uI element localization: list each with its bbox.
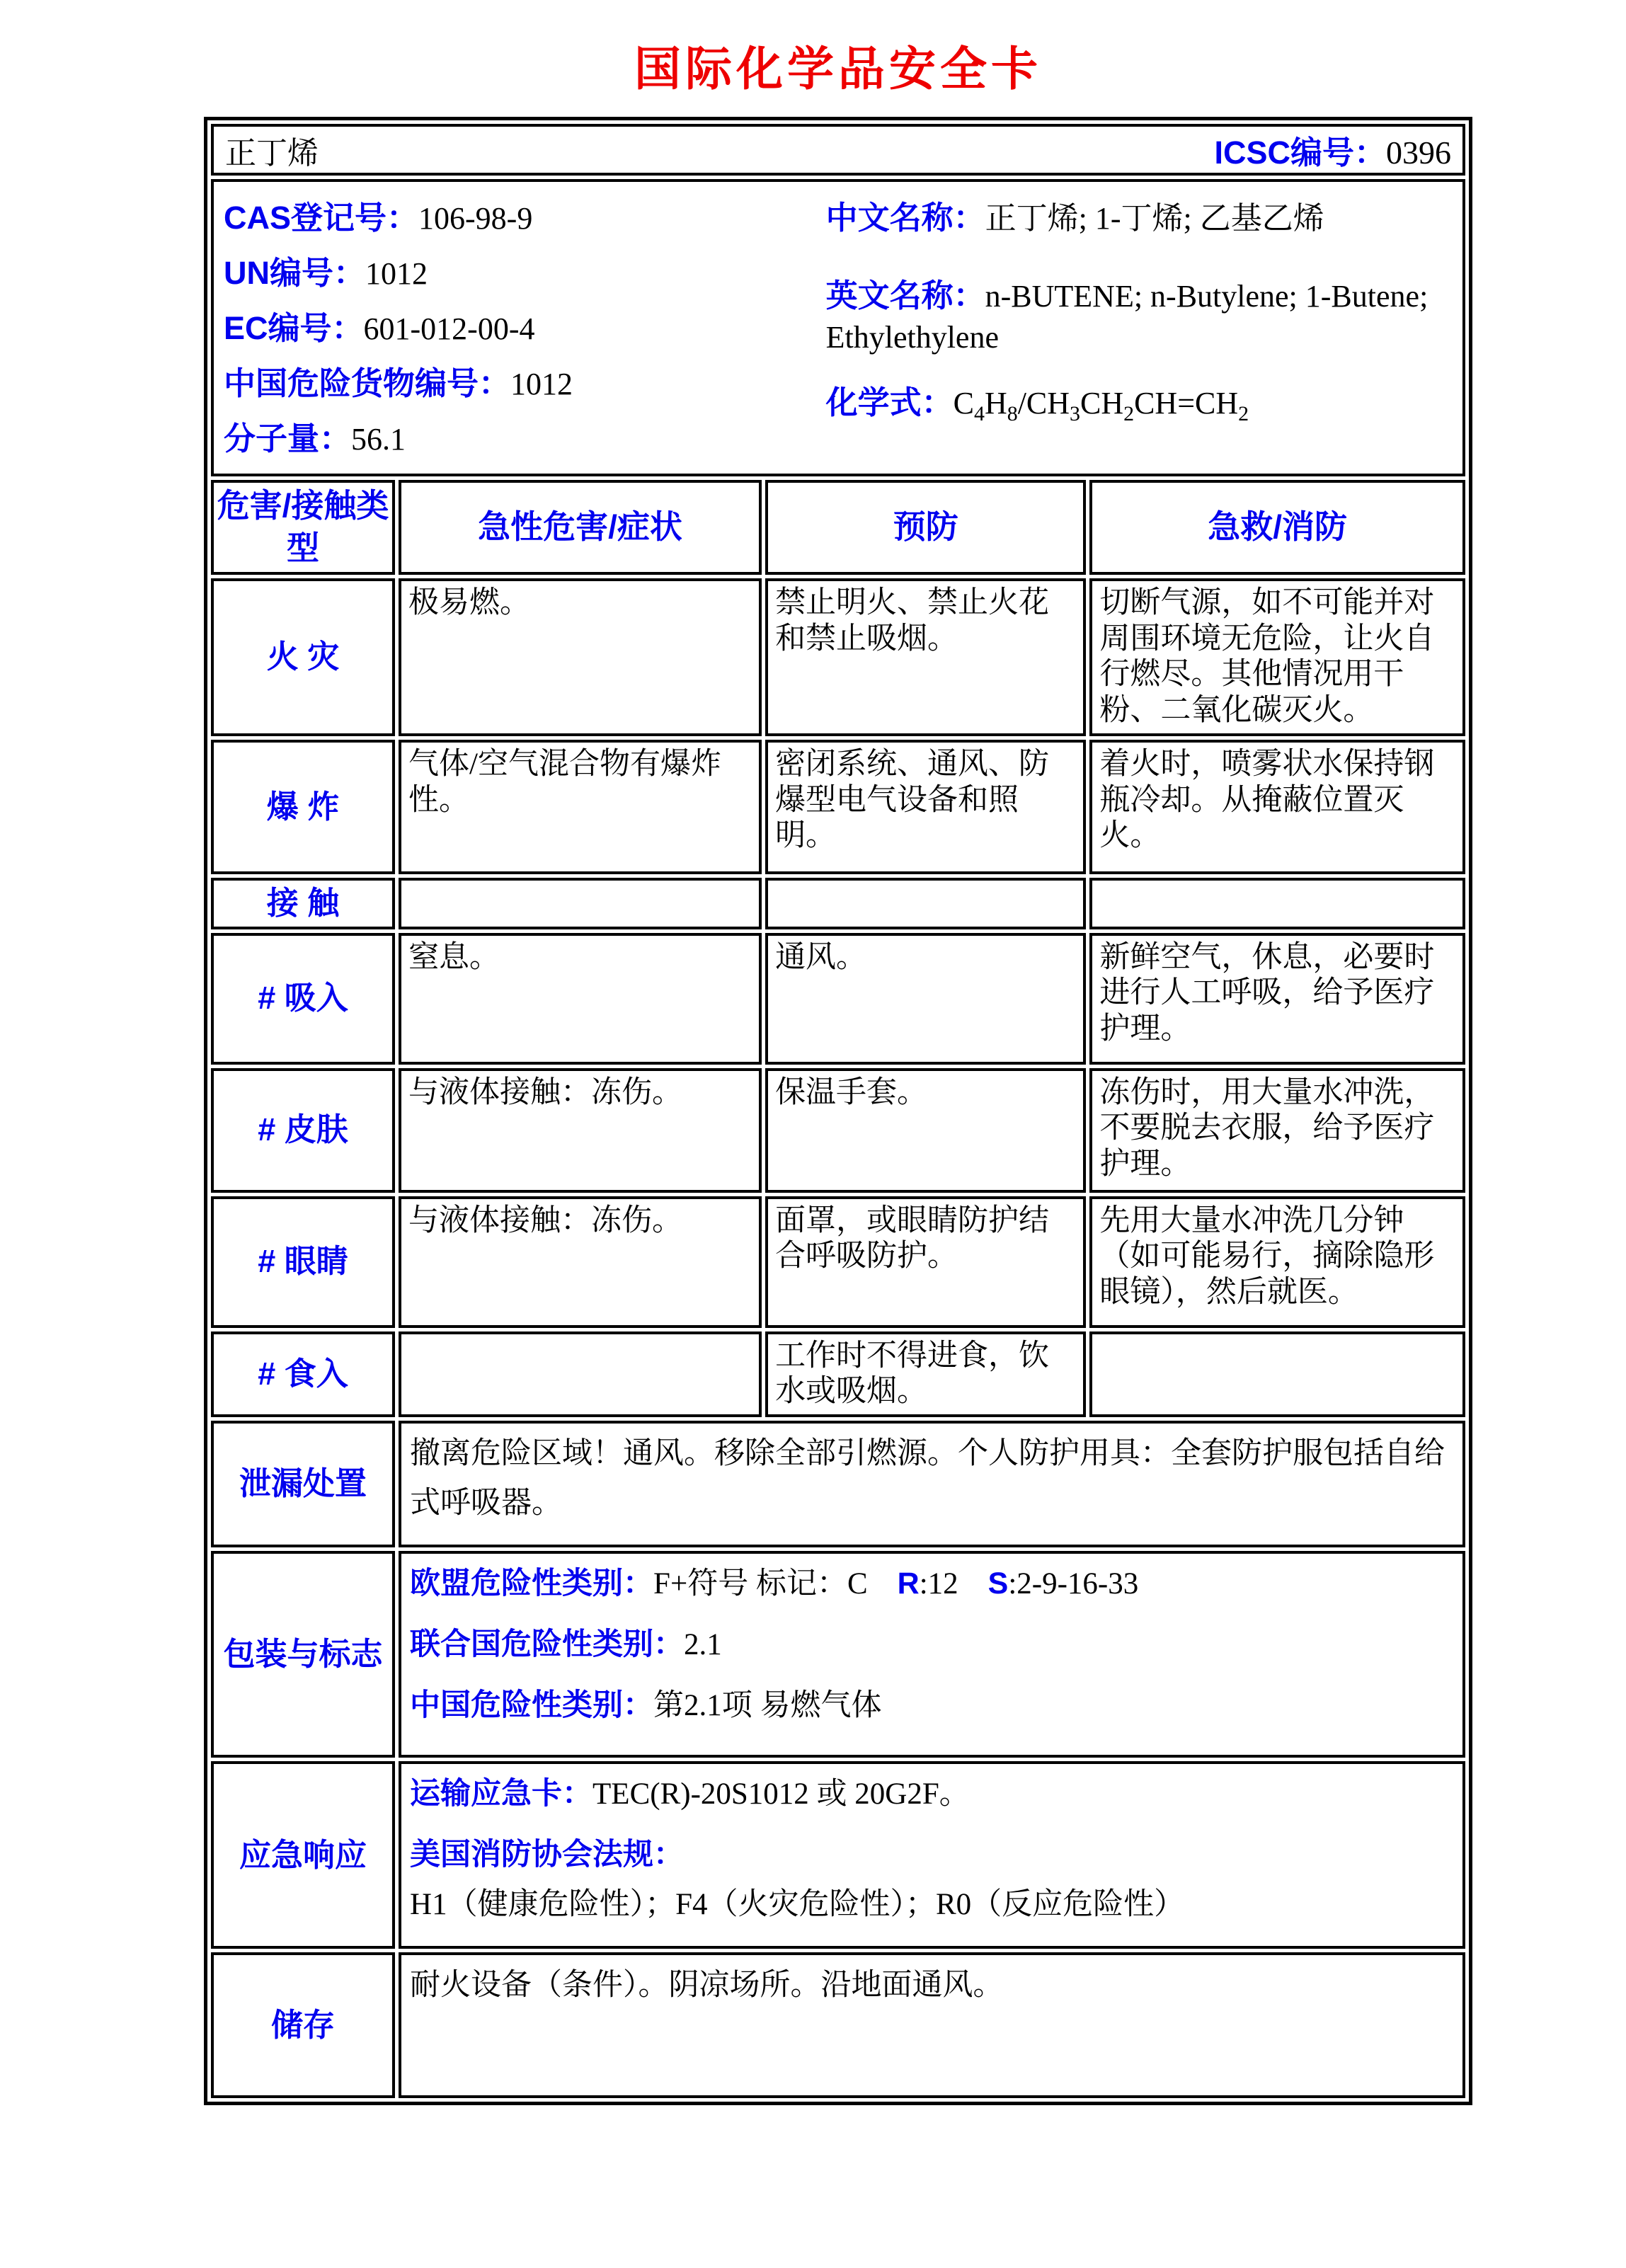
cas-number-value: 106-98-9 (418, 201, 533, 236)
un-number-line (224, 247, 826, 293)
section-text-line (410, 1429, 1454, 1528)
cas-number-label: CAS登记号： (224, 200, 419, 236)
table-row-eyes (211, 1196, 1465, 1328)
eyes-prevention-cell: 面罩，或眼睛防护结合呼吸防护。 (765, 1196, 1086, 1328)
spill-disposal-content (399, 1421, 1465, 1547)
inhalation-response-cell: 新鲜空气，休息，必要时进行人工呼吸，给予医疗护理。 (1089, 933, 1465, 1065)
section-text-line (410, 1831, 1454, 1929)
column-header-prevention: 预防 (765, 480, 1086, 575)
ingestion-prevention-cell: 工作时不得进食，饮水或吸烟。 (765, 1331, 1086, 1417)
table-row-contact (211, 878, 1465, 929)
text-segment: 欧盟危险性类别： (410, 1567, 654, 1601)
identifiers-left-column (224, 192, 826, 468)
text-segment: S (987, 1567, 1009, 1601)
cas-number-line (224, 192, 826, 238)
section-row-spill-disposal (211, 1421, 1465, 1547)
formula-label: 化学式： (825, 384, 954, 421)
text-segment: 2.1 (684, 1628, 722, 1662)
text-segment: 撤离危险区域！通风。移除全部引燃源。个人防护用具：全套防护服包括自给式呼吸器。 (410, 1437, 1445, 1520)
inhalation-prevention-cell: 通风。 (765, 933, 1086, 1065)
formula-value: $C_4H_8/CH_3CH_2CH=CH_2$ (953, 386, 1249, 425)
china-dg-number-value: 1012 (510, 367, 573, 401)
molecular-weight-line (224, 413, 826, 459)
row-label-ingestion: # 食入 (211, 1331, 395, 1417)
identifiers-cell (211, 179, 1465, 476)
icsc-number (1214, 127, 1451, 173)
packaging-labelling-content (399, 1551, 1465, 1758)
identifiers-columns (224, 192, 1453, 468)
section-row-packaging-labelling (211, 1551, 1465, 1758)
hazard-header-row (211, 480, 1465, 575)
text-segment: 美国消防协会法规： (410, 1838, 685, 1872)
icsc-card (204, 0, 1472, 2105)
storage-content (399, 1952, 1465, 2098)
english-name-value: n-BUTENE; n-Butylene; 1-Butene; Ethylethylene (825, 279, 1429, 355)
substance-header-row (211, 124, 1465, 176)
text-segment: :2-9-16-33 (1008, 1567, 1139, 1601)
english-name-line (826, 275, 1453, 358)
text-segment: 第2.1项 易燃气体 (653, 1688, 882, 1722)
section-text-line (410, 1681, 1454, 1731)
table-row-inhalation (211, 933, 1465, 1065)
un-number-label: UN编号： (224, 255, 365, 291)
identifiers-row (211, 179, 1465, 476)
table-row-fire (211, 578, 1465, 736)
contact-prevention-cell (765, 878, 1086, 929)
text-segment: H1（健康危险性）；F4（火灾危险性）；R0（反应危险性） (410, 1887, 1185, 1921)
formula-line (826, 377, 1453, 426)
table-row-skin (211, 1068, 1465, 1193)
column-header-hazard-type: 危害/接触类型 (211, 480, 395, 575)
contact-symptoms-cell (399, 878, 762, 929)
ingestion-symptoms-cell (399, 1331, 762, 1417)
inhalation-symptoms-cell: 窒息。 (399, 933, 762, 1065)
column-header-symptoms: 急性危害/症状 (399, 480, 762, 575)
skin-response-cell: 冻伤时，用大量水冲洗，不要脱去衣服，给予医疗护理。 (1089, 1068, 1465, 1193)
section-row-emergency-response (211, 1761, 1465, 1949)
china-dg-number-label: 中国危险货物编号： (224, 365, 511, 401)
section-text-line (410, 1559, 1454, 1609)
english-name-label: 英文名称： (825, 277, 985, 314)
substance-header-cell (211, 124, 1465, 176)
text-segment: R (897, 1567, 920, 1601)
section-label-spill-disposal: 泄漏处置 (211, 1421, 395, 1547)
eyes-response-cell: 先用大量水冲洗几分钟（如可能易行，摘除隐形眼镜），然后就医。 (1089, 1196, 1465, 1328)
skin-symptoms-cell: 与液体接触：冻伤。 (399, 1068, 762, 1193)
substance-name: 正丁烯 (225, 135, 319, 171)
chinese-name-label: 中文名称： (825, 200, 985, 236)
molecular-weight-value: 56.1 (351, 422, 406, 457)
explosion-prevention-cell: 密闭系统、通风、防爆型电气设备和照明。 (765, 740, 1086, 874)
text-segment: 运输应急卡： (410, 1777, 593, 1811)
ec-number-label: EC编号： (224, 310, 364, 346)
ingestion-response-cell (1089, 1331, 1465, 1417)
row-label-skin: # 皮肤 (211, 1068, 395, 1193)
section-label-packaging-labelling: 包装与标志 (211, 1551, 395, 1758)
ec-number-value: 601-012-00-4 (363, 311, 535, 346)
row-label-eyes: # 眼睛 (211, 1196, 395, 1328)
icsc-number-label: ICSC编号： (1214, 134, 1386, 171)
text-segment: 中国危险性类别： (410, 1688, 654, 1722)
explosion-symptoms-cell: 气体/空气混合物有爆炸性。 (399, 740, 762, 874)
section-text-line (410, 1770, 1454, 1819)
text-segment: 耐火设备（条件）。阴凉场所。沿地面通风。 (410, 1969, 1004, 2003)
skin-prevention-cell: 保温手套。 (765, 1068, 1086, 1193)
ec-number-line (224, 302, 826, 348)
contact-response-cell (1089, 878, 1465, 929)
icsc-card-table (204, 117, 1472, 2105)
text-segment: TEC(R)-20S1012 或 20G2F。 (592, 1777, 970, 1811)
section-label-emergency-response: 应急响应 (211, 1761, 395, 1949)
row-label-inhalation: # 吸入 (211, 933, 395, 1065)
explosion-response-cell: 着火时，喷雾状水保持钢瓶冷却。从掩蔽位置灭火。 (1089, 740, 1465, 874)
text-segment: :12 (919, 1567, 958, 1601)
china-dg-number-line (224, 357, 826, 403)
row-label-contact: 接 触 (211, 878, 395, 929)
chinese-name-value: 正丁烯; 1-丁烯; 乙基乙烯 (985, 201, 1324, 236)
page-title: 国际化学品安全卡 (634, 44, 1042, 96)
section-text-line (410, 1620, 1454, 1670)
substance-row (225, 127, 1451, 173)
eyes-symptoms-cell: 与液体接触：冻伤。 (399, 1196, 762, 1328)
un-number-value: 1012 (365, 256, 428, 291)
column-header-response: 急救/消防 (1089, 480, 1465, 575)
fire-response-cell: 切断气源，如不可能并对周围环境无危险，让火自行燃尽。其他情况用干粉、二氧化碳灭火。 (1089, 578, 1465, 736)
section-text-line (410, 1961, 1454, 2010)
text-segment: 联合国危险性类别： (410, 1627, 685, 1662)
table-row-explosion (211, 740, 1465, 874)
row-label-explosion: 爆 炸 (211, 740, 395, 874)
chinese-name-line (826, 192, 1453, 238)
section-row-storage (211, 1952, 1465, 2098)
text-segment: F+符号 标记：C (653, 1567, 868, 1601)
fire-symptoms-cell: 极易燃。 (399, 578, 762, 736)
row-label-fire: 火 灾 (211, 578, 395, 736)
molecular-weight-label: 分子量： (224, 420, 352, 457)
identifiers-right-column (826, 192, 1453, 468)
section-label-storage: 储存 (211, 1952, 395, 2098)
icsc-number-value: 0396 (1386, 134, 1451, 171)
table-row-ingestion (211, 1331, 1465, 1417)
fire-prevention-cell: 禁止明火、禁止火花和禁止吸烟。 (765, 578, 1086, 736)
emergency-response-content (399, 1761, 1465, 1949)
